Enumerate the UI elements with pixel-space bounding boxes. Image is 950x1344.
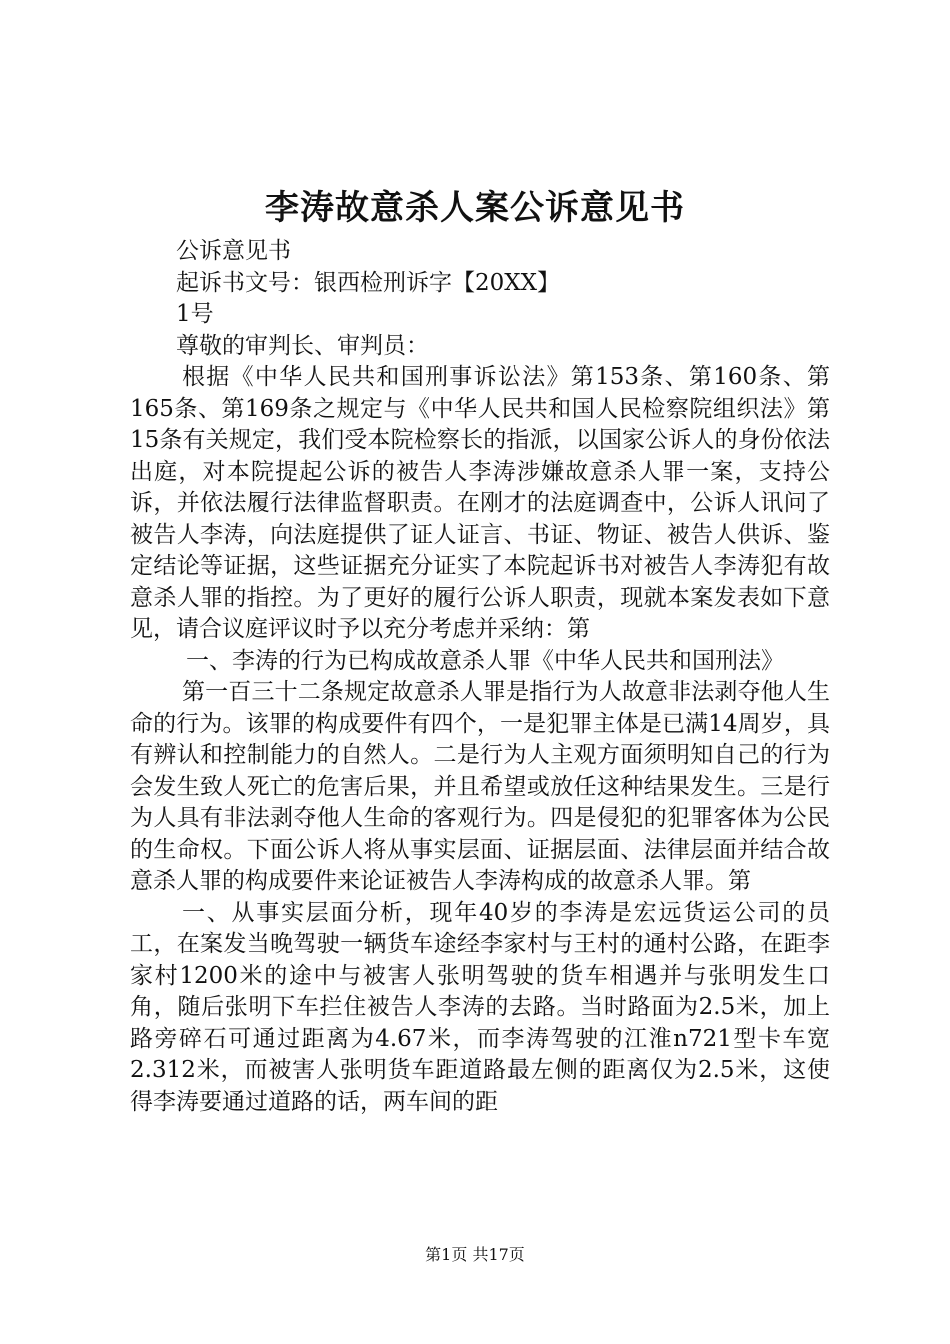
page-footer: 第1页 共17页: [425, 1245, 525, 1264]
paragraph-heading: 公诉意见书: [176, 238, 291, 264]
document-body: [130, 236, 830, 1118]
paragraph-elements: 第一百三十二条规定故意杀人罪是指行为人故意非法剥夺他人生命的行为。该罪的构成要件有四个，一是犯罪主体是已满14周岁，具有辨认和控制能力的自然人。二是行为人主观方面须明知自己的行为会发生致人死亡的危害后果，并且希望或放任这种结果发生。三是行为人具有非法剥夺他人生命的客观行为。四是侵犯的犯罪客体为公民的生命权。下面公诉人将从事实层面、证据层面、法律层面并结合故意杀人罪的构成要件来论证被告人李涛构成的故意杀人罪。第: [130, 679, 830, 894]
document-title: 李涛故意杀人案公诉意见书: [265, 188, 685, 228]
paragraph-case-number: 起诉书文号：银西检刑诉字【20XX】: [176, 269, 561, 296]
paragraph-case-number-cont: 1号: [176, 301, 214, 327]
paragraph-section-one-heading: 一、李涛的行为已构成故意杀人罪《中华人民共和国刑法》: [186, 647, 784, 674]
paragraph-intro: 根据《中华人民共和国刑事诉讼法》第153条、第160条、第165条、第169条之规定与《中华人民共和国人民检察院组织法》第15条有关规定，我们受本院检察长的指派，以国家公诉人的身份依法出庭，对本院提起公诉的被告人李涛涉嫌故意杀人罪一案，支持公诉，并依法履行法律监督职责。在刚才的法庭调查中，公诉人讯问了被告人李涛，向法庭提供了证人证言、书证、物证、被告人供诉、鉴定结论等证据，这些证据充分证实了本院起诉书对被告人李涛犯有故意杀人罪的指控。为了更好的履行公诉人职责，现就本案发表如下意见，请合议庭评议时予以充分考虑并采纳：第: [130, 364, 830, 642]
paragraph-salutation: 尊敬的审判长、审判员：: [176, 332, 429, 359]
paragraph-facts: 一、从事实层面分析，现年40岁的李涛是宏远货运公司的员工，在案发当晚驾驶一辆货车途经李家村与王村的通村公路，在距李家村1200米的途中与被害人张明驾驶的货车相遇并与张明发生口角，随后张明下车拦住被告人李涛的去路。当时路面为2.5米，加上路旁碎石可通过距离为4.67米，而李涛驾驶的江淮n721型卡车宽2.312米，而被害人张明货车距道路最左侧的距离仅为2.5米，这使得李涛要通过道路的话，两车间的距: [130, 899, 830, 1115]
